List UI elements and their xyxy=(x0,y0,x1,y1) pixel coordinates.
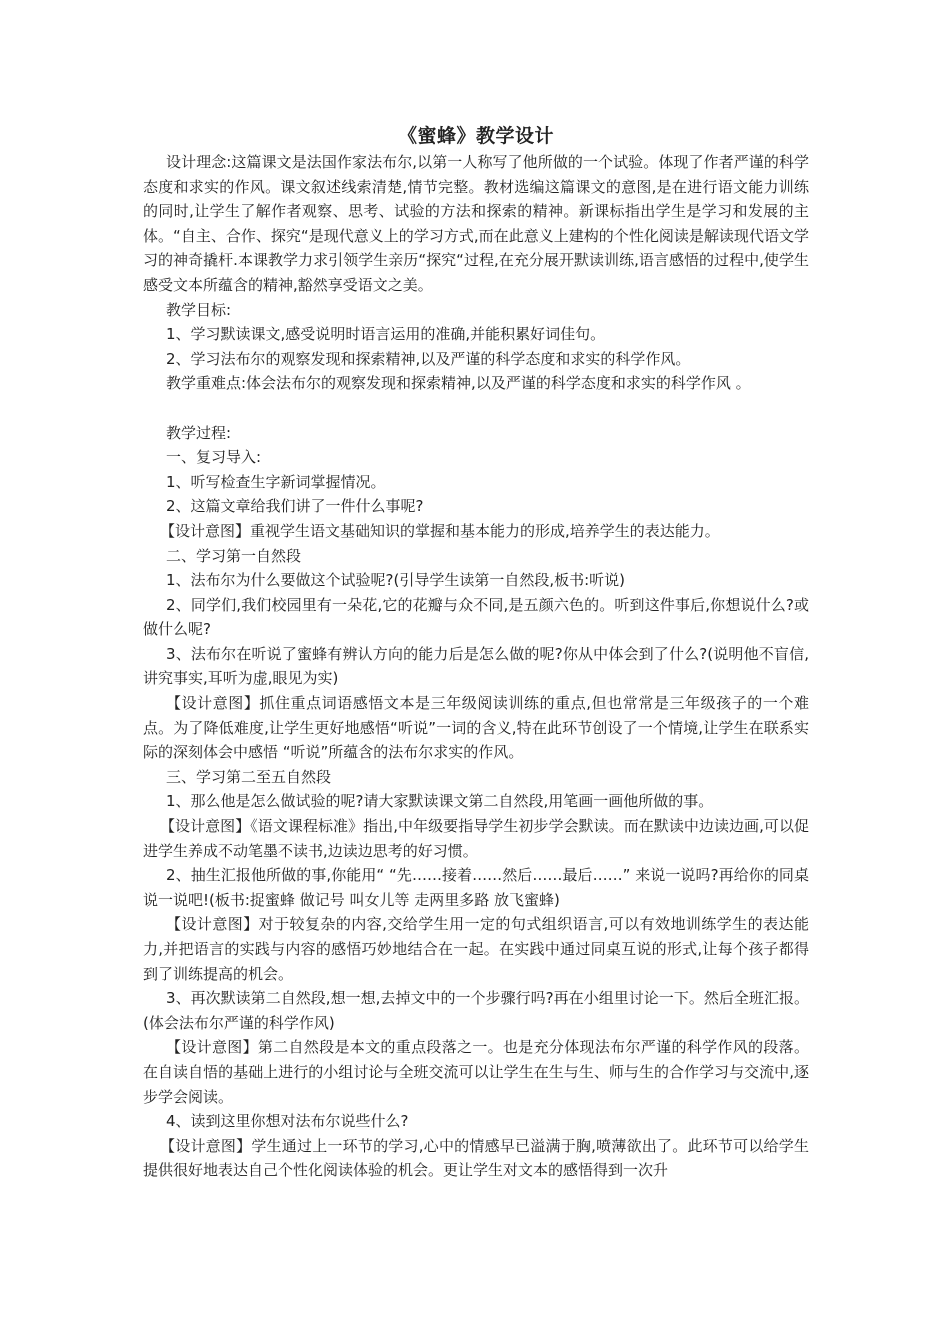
key-difficulty-paragraph: 教学重难点:体会法布尔的观察发现和探索精神,以及严谨的科学态度和求实的科学作风 。 xyxy=(166,374,751,393)
step-3-3: 3、再次默读第二自然段,想一想,去掉文中的一个步骤行吗?再在小组里讨论一下。然后全班汇报。(体会法布尔严谨的科学作风) xyxy=(143,989,809,1032)
objectives-heading: 教学目标: xyxy=(166,300,232,319)
design-intent-5: 【设计意图】第二自然段是本文的重点段落之一。也是充分体现法布尔严谨的科学作风的段落。在自读自悟的基础上进行的小组讨论与全班交流可以让学生在生与生、师与生的合作学习与交流中,逐步学会阅读。 xyxy=(143,1038,809,1106)
step-3-4: 4、读到这里你想对法布尔说些什么? xyxy=(166,1112,409,1131)
step-1-1: 1、听写检查生字新词掌握情况。 xyxy=(166,472,386,491)
step-2-1: 1、法布尔为什么要做这个试验呢?(引导学生读第一自然段,板书:听说) xyxy=(166,571,626,590)
design-intent-1: 【设计意图】重视学生语文基础知识的掌握和基本能力的形成,培养学生的表达能力。 xyxy=(160,521,720,540)
step-2-3: 3、法布尔在听说了蜜蜂有辨认方向的能力后是怎么做的呢?你从中体会到了什么?(说明他不盲信,讲究事实,耳听为虚,眼见为实) xyxy=(143,644,809,688)
objective-2: 2、学习法布尔的观察发现和探索精神,以及严谨的科学态度和求实的科学作风。 xyxy=(166,349,691,368)
process-heading: 教学过程: xyxy=(166,423,232,442)
section-3-heading: 三、学习第二至五自然段 xyxy=(166,767,332,786)
step-1-2: 2、这篇文章给我们讲了一件什么事呢? xyxy=(166,497,424,516)
design-intent-4: 【设计意图】对于较复杂的内容,交给学生用一定的句式组织语言,可以有效地训练学生的表达能力,并把语言的实践与内容的感悟巧妙地结合在一起。在实践中通过同桌互说的形式,让每个孩子都得到了训练提高的机会。 xyxy=(143,915,809,983)
document-title: 《蜜蜂》教学设计 xyxy=(397,125,554,147)
step-2-2: 2、同学们,我们校园里有一朵花,它的花瓣与众不同,是五颜六色的。听到这件事后,你想说什么?或做什么呢? xyxy=(143,595,809,639)
design-intent-6: 【设计意图】学生通过上一环节的学习,心中的情感早已溢满于胸,喷薄欲出了。此环节可以给学生提供很好地表达自己个性化阅读体验的机会。更让学生对文本的感悟得到一次升 xyxy=(143,1136,809,1180)
section-1-heading: 一、复习导入: xyxy=(166,448,262,467)
step-3-1: 1、那么他是怎么做试验的呢?请大家默读课文第二自然段,用笔画一画他所做的事。 xyxy=(166,792,714,811)
objective-1: 1、学习默读课文,感受说明时语言运用的准确,并能积累好词佳句。 xyxy=(166,325,606,344)
design-intent-3: 【设计意图】《语文课程标准》指出,中年级要指导学生初步学会默读。而在默读中边读边画,可以促进学生养成不动笔墨不读书,边读边思考的好习惯。 xyxy=(143,817,809,860)
blank-line xyxy=(143,396,809,421)
document-page xyxy=(143,122,809,1183)
design-concept-paragraph: 设计理念:这篇课文是法国作家法布尔,以第一人称写了他所做的一个试验。体现了作者严谨的科学态度和求实的作风。课文叙述线索清楚,情节完整。教材选编这篇课文的意图,是在进行语文能力训练的同时,让学生了解作者观察、思考、试验的方法和探索的精神。新课标指出学生是学习和发展的主体。“自主、合作、探究“是现代意义上的学习方式,而在此意义上建构的个性化阅读是解读现代语文学习的神奇撬杆.本课教学力求引领学生亲历“探究“过程,在充分展开默读训练,语言感悟的过程中,使学生感受文本所蕴含的精神,豁然享受语文之美。 xyxy=(143,153,809,294)
step-3-2: 2、抽生汇报他所做的事,你能用“ “先……接着……然后……最后……” 来说一说吗?再给你的同桌说一说吧!(板书:捉蜜蜂 做记号 叫女儿等 走两里多路 放飞蜜蜂) xyxy=(143,866,809,909)
section-2-heading: 二、学习第一自然段 xyxy=(166,546,302,565)
design-intent-2: 【设计意图】抓住重点词语感悟文本是三年级阅读训练的重点,但也常常是三年级孩子的一个难点。为了降低难度,让学生更好地感悟“听说”一词的含义,特在此环节创设了一个情境,让学生在联系实际的深刻体会中感悟 “听说”所蕴含的法布尔求实的作风。 xyxy=(143,694,809,762)
